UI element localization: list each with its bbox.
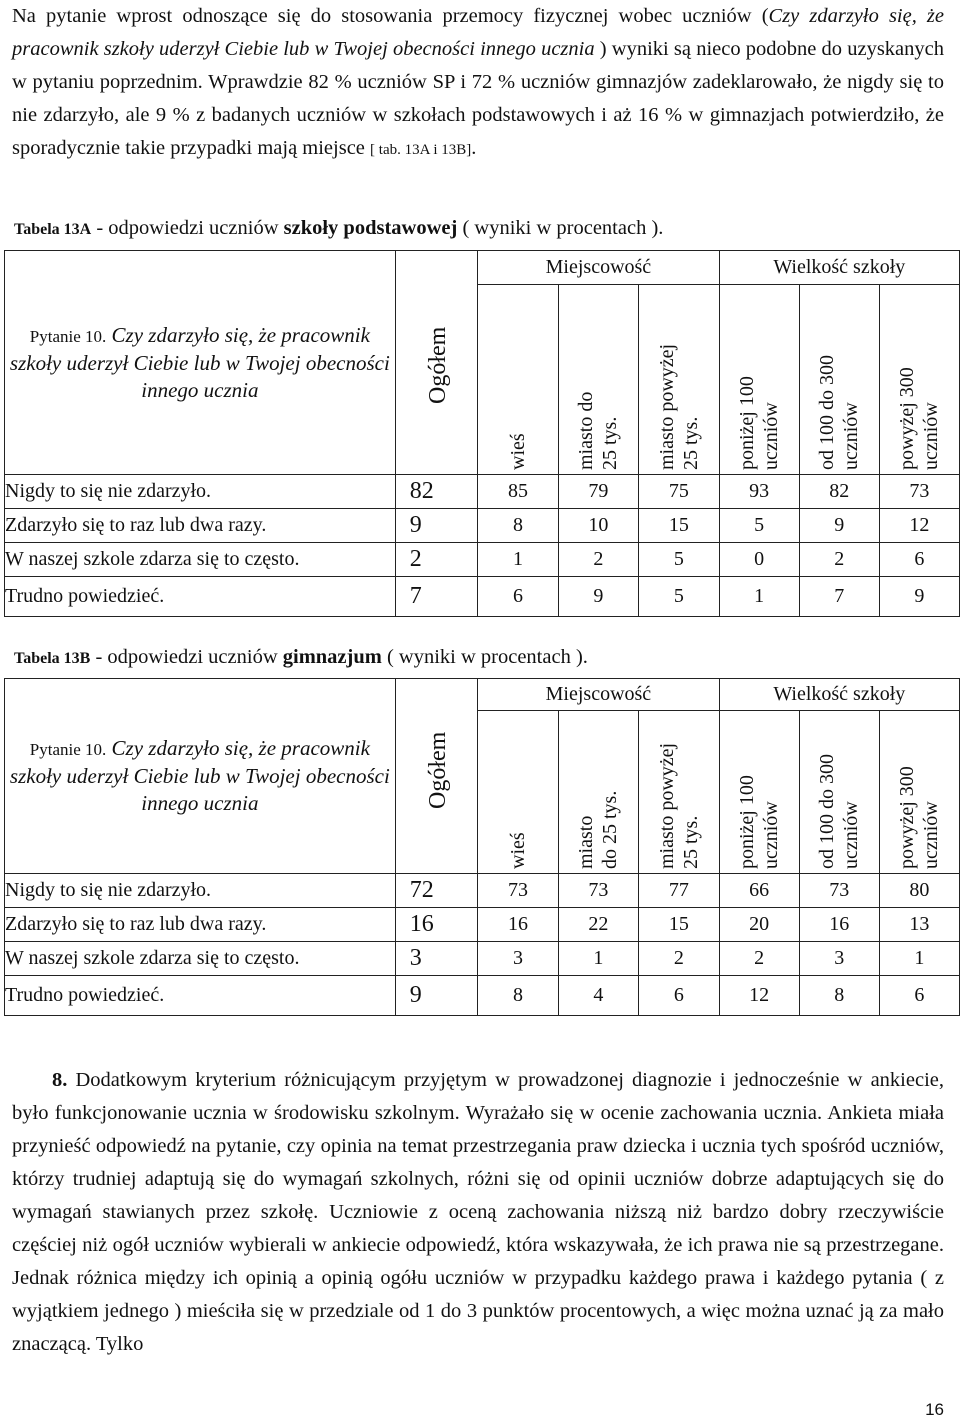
intro-text-body: ) wyniki są nieco podobne do uzyskanych w pytaniu poprzednim. Wprawdzie 82 % uczniów SP i 72 % uczniów gimnazjów zadeklarowało, że nigdy się to nie zdarzyło, ale 9 % z badanych uczniów w szkołach podstawowych i aż 16 % w gimnazjach potwierdziło, że sporadycznie takie przypadki mają miejsce [12,38,945,159]
intro-paragraph [12,0,944,167]
table-cell: 73 [558,874,638,908]
table-cell: 1 [879,942,959,976]
table-cell: 10 [558,509,638,543]
table-cell: 73 [879,475,959,509]
table-cell: 7 [799,577,879,617]
table-cell: 2 [719,942,799,976]
table-cell: 22 [558,908,638,942]
table-cell: 73 [799,874,879,908]
table-b-header-village-label: wieś [506,832,529,869]
intro-table-ref: [ tab. 13A i 13B] [370,142,472,158]
table-cell: 15 [639,908,719,942]
intro-text-end: . [471,137,477,159]
table-cell: 16 [799,908,879,942]
table-cell: 12 [879,509,959,543]
table-a-header-town-line2: 25 tys. [599,416,622,470]
table-b-row-label: Zdarzyło się to raz lub dwa razy. [5,908,396,942]
table-b-header-large-school [879,711,959,874]
table-cell: 66 [719,874,799,908]
section-8-text: Dodatkowym kryterium różnicującym przyjętym w prowadzonej diagnozie i jednocześnie w ankiecie, było funkcjonowanie ucznia w środowisku szkolnym. Wyrażało się w ocenie zachowania ucznia. Ankieta miała przynieść odpowiedź na pytanie, czy opinia na temat przestrzegania praw dziecka i ucznia tych spośród uczniów, którzy trudniej adaptują się do wymagań szkolnych, różni się od opinii uczniów dobrze adaptujących się do wymagań stawianych przez szkołę. Uczniowie z oceną zachowania niższą niż bardzo dobry rzeczywiście częściej niż ogół uczniów wybierali w ankiecie odpowiedź, która wskazywała, że ich prawa nie są przestrzegane. Jednak różnica między ich opinią a opinią ogółu uczniów w przypadku każdego prawa i każdego pytania ( z wyjątkiem jednego ) mieściła się w przedziale od 1 do 3 punktów procentowych, a więc można uznać ją za mało znaczącą. Tylko [12,1069,944,1355]
table-cell: 72 [395,874,478,908]
table-a-question-cell [5,251,396,475]
table-b-caption-pre: - odpowiedzi uczniów [90,646,283,668]
table-cell: 6 [879,543,959,577]
table-cell: 79 [558,475,638,509]
table-cell: 6 [879,976,959,1016]
table-b-header-village [478,711,558,874]
table-b-header-city-line2: 25 tys. [679,815,702,869]
table-a-header-town [558,285,638,475]
table-a-row-label: Zdarzyło się to raz lub dwa razy. [5,509,396,543]
table-a-row-label: W naszej szkole zdarza się to często. [5,543,396,577]
table-cell: 5 [719,509,799,543]
table-row [5,976,960,1016]
table-cell: 20 [719,908,799,942]
table-a-header-size-group: Wielkość szkoły [719,251,959,285]
table-a-row-label: Nigdy to się nie zdarzyło. [5,475,396,509]
table-b-row-label: W naszej szkole zdarza się to często. [5,942,396,976]
table-b-caption [14,646,588,669]
table-cell: 3 [478,942,558,976]
table-cell: 5 [639,577,719,617]
table-cell: 1 [719,577,799,617]
table-b-header-mid-line1: od 100 do 300 [816,754,839,869]
table-cell: 3 [799,942,879,976]
table-b [4,678,960,1016]
table-cell: 82 [395,475,478,509]
table-row [5,475,960,509]
table-b-header-city [639,711,719,874]
table-cell: 4 [558,976,638,1016]
table-b-header-large-school-label [895,766,943,869]
table-a-question-text: Czy zdarzyło się, że pracownik szkoły uderzył Ciebie lub w Twojej obecności innego ucznia [9,322,390,402]
table-b-header-large-line1: powyżej 300 [896,766,919,869]
table-a-caption-pre: - odpowiedzi uczniów [91,217,284,239]
table-cell: 3 [395,942,478,976]
intro-question-quote: Czy zdarzyło się, że pracownik szkoły uderzył Ciebie lub w Twojej obecności innego ucznia [12,5,945,60]
table-cell: 7 [395,577,478,617]
table-cell: 2 [639,942,719,976]
table-b-group-row [5,679,960,711]
table-b-header-small-school-label [735,775,783,869]
table-row [5,509,960,543]
table-cell: 5 [639,543,719,577]
table-a-row-label: Trudno powiedzieć. [5,577,396,617]
table-b-question-number: Pytanie 10. [29,740,107,759]
table-row [5,908,960,942]
table-a-header-city-label [655,344,703,470]
table-cell: 9 [395,509,478,543]
table-b-header-total-label: Ogółem [425,731,452,809]
table-cell: 15 [639,509,719,543]
table-b-header-city-label [655,743,703,869]
table-a-group-row [5,251,960,285]
table-a-header-large-school-label [895,367,943,470]
table-a-header-city [639,285,719,475]
table-cell: 8 [478,509,558,543]
table-a-header-town-label [574,392,622,470]
table-a-header-place-group: Miejscowość [478,251,719,285]
table-cell: 12 [719,976,799,1016]
table-b-header-total [395,679,478,874]
table-a-header-mid-line1: od 100 do 300 [816,355,839,470]
table-b-question-text: Czy zdarzyło się, że pracownik szkoły uderzył Ciebie lub w Twojej obecności innego ucznia [9,736,390,815]
table-b-header-mid-school [799,711,879,874]
table-a-header-city-line1: miasto powyżej [655,343,678,470]
table-cell: 77 [639,874,719,908]
table-a-header-large-school [879,285,959,475]
table-a [4,250,960,617]
table-b-header-small-line1: poniżej 100 [736,775,759,869]
table-b-header-small-line2: uczniów [760,801,783,869]
table-b-label: Tabela 13B [14,650,91,667]
table-row [5,543,960,577]
table-a-caption-bold: szkoły podstawowej [283,217,458,239]
table-cell: 82 [799,475,879,509]
table-a-caption [14,217,663,240]
table-cell: 0 [719,543,799,577]
table-b-row-label: Trudno powiedzieć. [5,976,396,1016]
table-cell: 13 [879,908,959,942]
table-a-header-large-line1: powyżej 300 [896,367,919,470]
table-cell: 9 [879,577,959,617]
table-cell: 9 [395,976,478,1016]
table-cell: 93 [719,475,799,509]
table-a-label: Tabela 13A [14,221,92,238]
table-b-caption-post: ( wyniki w procentach ). [381,646,588,668]
table-a-header-small-line1: poniżej 100 [736,376,759,470]
table-b-caption-bold: gimnazjum [282,646,382,668]
table-b-header-town-label [574,791,622,869]
table-b-header-town-line1: miasto [575,815,598,869]
table-a-question-number: Pytanie 10. [29,326,107,346]
table-cell: 16 [395,908,478,942]
table-b-header-mid-school-label [815,754,863,869]
table-a-header-total-label: Ogółem [425,326,452,404]
table-b-header-place-group: Miejscowość [478,679,719,711]
table-cell: 9 [799,509,879,543]
section-8-number: 8. [52,1069,68,1091]
table-a-header-town-line1: miasto do [575,391,598,470]
intro-text-start: Na pytanie wprost odnoszące się do stosowania przemocy fizycznej wobec uczniów ( [12,5,769,27]
table-cell: 2 [395,543,478,577]
table-a-header-mid-school-label [815,355,863,470]
table-cell: 73 [478,874,558,908]
table-a-header-mid-line2: uczniów [840,402,863,470]
table-row [5,577,960,617]
table-a-header-mid-school [799,285,879,475]
table-b-header-town-line2: do 25 tys. [599,790,622,869]
table-cell: 1 [558,942,638,976]
table-b-header-city-line1: miasto powyżej [655,742,678,869]
table-a-header-city-line2: 25 tys. [679,416,702,470]
section-8-paragraph [12,1064,944,1361]
table-b-header-large-line2: uczniów [920,801,943,869]
page-number: 16 [925,1400,944,1419]
table-a-header-small-school [719,285,799,475]
table-cell: 8 [799,976,879,1016]
table-cell: 2 [799,543,879,577]
table-cell: 85 [478,475,558,509]
table-cell: 6 [639,976,719,1016]
table-cell: 80 [879,874,959,908]
table-row [5,942,960,976]
table-row [5,874,960,908]
table-cell: 9 [558,577,638,617]
table-cell: 1 [478,543,558,577]
table-a-header-village [478,285,558,475]
table-b-question-cell [5,679,396,874]
table-b-header-small-school [719,711,799,874]
table-cell: 16 [478,908,558,942]
table-cell: 8 [478,976,558,1016]
table-a-header-large-line2: uczniów [920,402,943,470]
table-cell: 2 [558,543,638,577]
table-a-caption-post: ( wyniki w procentach ). [457,217,664,239]
table-cell: 75 [639,475,719,509]
table-cell: 6 [478,577,558,617]
table-a-header-total [395,251,478,475]
table-b-header-town [558,711,638,874]
table-a-header-small-line2: uczniów [760,402,783,470]
table-b-header-size-group: Wielkość szkoły [719,679,959,711]
table-a-header-small-school-label [735,376,783,470]
table-a-header-village-label: wieś [506,433,529,470]
table-b-row-label: Nigdy to się nie zdarzyło. [5,874,396,908]
table-b-header-mid-line2: uczniów [840,801,863,869]
